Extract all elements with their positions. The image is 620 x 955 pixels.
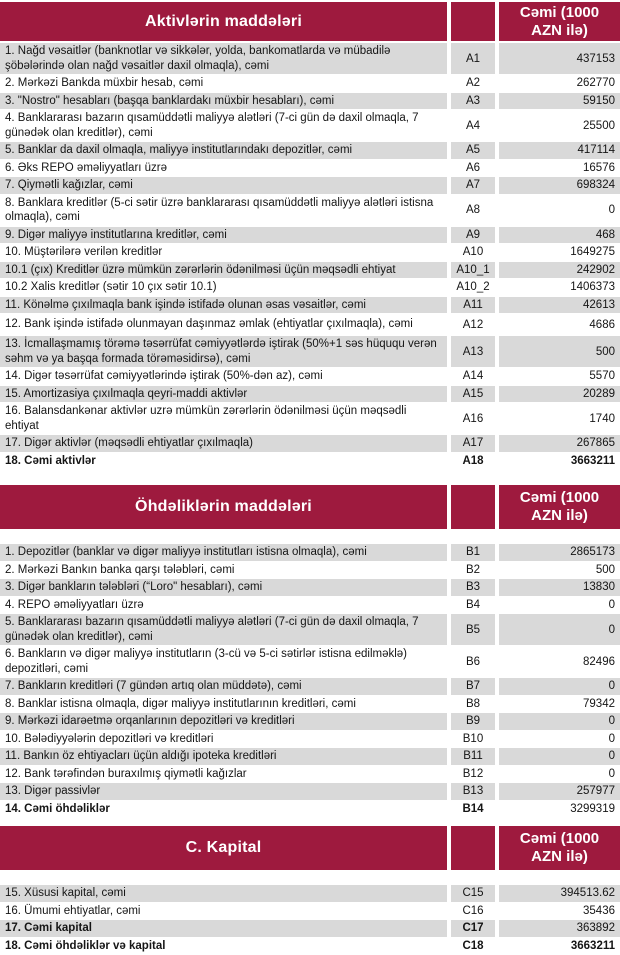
row-code: B1 — [451, 544, 495, 561]
row-value: 1649275 — [499, 244, 620, 261]
table-row — [0, 160, 620, 177]
table-row — [0, 920, 620, 937]
row-code: A2 — [451, 75, 495, 92]
row-label: 4. Banklararası bazarın qısamüddətli maliyyə alətləri (7-ci gün də daxil olmaqla, 7 günədək olan kreditlər), cəmi — [0, 110, 447, 141]
row-value: 437153 — [499, 43, 620, 74]
row-code: B5 — [451, 614, 495, 645]
row-label: 5. Banklar da daxil olmaqla, maliyyə institutlarındakı depozitlər, cəmi — [0, 142, 447, 159]
table-header-row — [0, 485, 620, 529]
table-row — [0, 696, 620, 713]
row-code: B10 — [451, 731, 495, 748]
code-column-header — [451, 2, 495, 41]
row-label: 1. Depozitlər (banklar və digər maliyyə institutları istisna olmaqla), cəmi — [0, 544, 447, 561]
code-column-header — [451, 826, 495, 870]
row-value: 0 — [499, 597, 620, 614]
row-label: 16. Balansdankənar aktivlər uzrə mümkün zərərlərin ödənilməsi üçün məqsədli ehtiyat — [0, 403, 447, 434]
row-code: B4 — [451, 597, 495, 614]
row-code: A15 — [451, 386, 495, 403]
row-value: 1406373 — [499, 279, 620, 296]
row-label: 6. Əks REPO əməliyyatları üzrə — [0, 160, 447, 177]
row-label: 2. Mərkəzi Bankın banka qarşı tələbləri, cəmi — [0, 562, 447, 579]
table-row — [0, 386, 620, 403]
table-row — [0, 110, 620, 141]
row-code: A13 — [451, 336, 495, 367]
header-spacer — [0, 531, 620, 544]
assets-table — [0, 2, 620, 469]
row-code: B9 — [451, 713, 495, 730]
row-label: 14. Cəmi öhdəliklər — [0, 801, 447, 818]
table-row — [0, 801, 620, 818]
row-value: 0 — [499, 766, 620, 783]
table-row — [0, 368, 620, 385]
row-value: 35436 — [499, 903, 620, 920]
table-row — [0, 597, 620, 614]
row-label: 12. Bank işində istifadə olunmayan daşınmaz əmlak (ehtiyatlar çıxılmaqla), cəmi — [0, 314, 447, 335]
table-row — [0, 142, 620, 159]
table-title: C. Kapital — [0, 826, 447, 870]
capital-table — [0, 826, 620, 954]
row-label: 3. "Nostro" hesabları (başqa banklardakı müxbir hesabları), cəmi — [0, 93, 447, 110]
row-code: A18 — [451, 453, 495, 470]
row-label: 10.1 (çıx) Kreditlər üzrə mümkün zərərlərin ödənilməsi üçün məqsədli ehtiyat — [0, 262, 447, 279]
row-code: A14 — [451, 368, 495, 385]
table-row — [0, 646, 620, 677]
row-value: 0 — [499, 731, 620, 748]
table-row — [0, 453, 620, 470]
row-code: C15 — [451, 885, 495, 902]
row-value: 13830 — [499, 579, 620, 596]
table-row — [0, 244, 620, 261]
table-row — [0, 93, 620, 110]
table-row — [0, 195, 620, 226]
table-row — [0, 544, 620, 561]
row-value: 1740 — [499, 403, 620, 434]
amount-column-header: Cəmi (1000 AZN ilə) — [499, 485, 620, 529]
row-value: 394513.62 — [499, 885, 620, 902]
row-value: 417114 — [499, 142, 620, 159]
row-code: B12 — [451, 766, 495, 783]
row-value: 0 — [499, 195, 620, 226]
row-label: 7. Qiymətli kağızlar, cəmi — [0, 177, 447, 194]
row-value: 16576 — [499, 160, 620, 177]
row-label: 6. Bankların və digər maliyyə institutların (3-cü və 5-ci sətirlər istisna edilməklə) depozitləri, cəmi — [0, 646, 447, 677]
row-label: 11. Könəlmə çıxılmaqla bank işində istifadə olunan əsas vəsaitlər, cəmi — [0, 297, 447, 314]
row-code: A3 — [451, 93, 495, 110]
row-label: 5. Banklararası bazarın qısamüddətli maliyyə alətləri (7-ci gün də daxil olmaqla, 7 günədək olan kreditlər), cəmi — [0, 614, 447, 645]
row-value: 2865173 — [499, 544, 620, 561]
row-label: 10. Bələdiyyələrin depozitləri və kreditləri — [0, 731, 447, 748]
row-code: A8 — [451, 195, 495, 226]
row-code: A1 — [451, 43, 495, 74]
row-code: C16 — [451, 903, 495, 920]
table-row — [0, 579, 620, 596]
row-value: 4686 — [499, 314, 620, 335]
row-code: B13 — [451, 783, 495, 800]
amount-column-header: Cəmi (1000 AZN ilə) — [499, 826, 620, 870]
table-row — [0, 227, 620, 244]
table-row — [0, 43, 620, 74]
row-value: 3663211 — [499, 453, 620, 470]
table-row — [0, 938, 620, 955]
row-code: A10_1 — [451, 262, 495, 279]
table-header-row — [0, 826, 620, 870]
table-row — [0, 279, 620, 296]
row-value: 363892 — [499, 920, 620, 937]
row-label: 13. İcmallaşmamış törəmə təsərrüfat cəmiyyətlərdə iştirak (50%+1 səs hüququ verən səhm və ya başqa formada törəməsidirsə), cəmi — [0, 336, 447, 367]
row-code: A16 — [451, 403, 495, 434]
row-code: A10 — [451, 244, 495, 261]
table-row — [0, 766, 620, 783]
row-value: 262770 — [499, 75, 620, 92]
header-spacer — [0, 872, 620, 885]
amount-column-header: Cəmi (1000 AZN ilə) — [499, 2, 620, 41]
row-value: 5570 — [499, 368, 620, 385]
row-code: A6 — [451, 160, 495, 177]
row-code: B2 — [451, 562, 495, 579]
row-label: 2. Mərkəzi Bankda müxbir hesab, cəmi — [0, 75, 447, 92]
row-code: B7 — [451, 678, 495, 695]
row-value: 82496 — [499, 646, 620, 677]
row-value: 500 — [499, 336, 620, 367]
row-code: B14 — [451, 801, 495, 818]
row-code: A10_2 — [451, 279, 495, 296]
table-row — [0, 783, 620, 800]
row-value: 0 — [499, 678, 620, 695]
row-label: 9. Mərkəzi idarəetmə orqanlarının depozitləri və kreditləri — [0, 713, 447, 730]
row-label: 8. Banklar istisna olmaqla, digər maliyyə institutlarının kreditləri, cəmi — [0, 696, 447, 713]
liabilities-table — [0, 485, 620, 817]
table-row — [0, 336, 620, 367]
row-code: A7 — [451, 177, 495, 194]
row-label: 1. Nağd vəsaitlər (banknotlar və sikkələr, yolda, bankomatlarda və mübadilə şöbələrində olan nağd vəsaitlər daxil olmaqla), cəmi — [0, 43, 447, 74]
table-row — [0, 614, 620, 645]
row-code: A17 — [451, 435, 495, 452]
row-label: 18. Cəmi öhdəliklər və kapital — [0, 938, 447, 955]
row-label: 17. Digər aktivlər (məqsədli ehtiyatlar çıxılmaqla) — [0, 435, 447, 452]
table-title: Aktivlərin maddələri — [0, 2, 447, 41]
row-value: 500 — [499, 562, 620, 579]
row-code: B6 — [451, 646, 495, 677]
table-header-row — [0, 2, 620, 41]
table-row — [0, 903, 620, 920]
row-value: 698324 — [499, 177, 620, 194]
row-label: 9. Digər maliyyə institutlarına kreditlər, cəmi — [0, 227, 447, 244]
row-code: A11 — [451, 297, 495, 314]
row-label: 15. Xüsusi kapital, cəmi — [0, 885, 447, 902]
table-title: Öhdəliklərin maddələri — [0, 485, 447, 529]
table-row — [0, 885, 620, 902]
table-row — [0, 177, 620, 194]
row-label: 10. Müştərilərə verilən kreditlər — [0, 244, 447, 261]
row-label: 10.2 Xalis kreditlər (sətir 10 çıx sətir 10.1) — [0, 279, 447, 296]
row-value: 3299319 — [499, 801, 620, 818]
row-value: 0 — [499, 614, 620, 645]
row-label: 12. Bank tərəfindən buraxılmış qiymətli kağızlar — [0, 766, 447, 783]
table-row — [0, 314, 620, 335]
row-code: A9 — [451, 227, 495, 244]
table-row — [0, 731, 620, 748]
row-value: 42613 — [499, 297, 620, 314]
table-row — [0, 435, 620, 452]
table-row — [0, 403, 620, 434]
row-label: 3. Digər bankların tələbləri (“Loro" hesabları), cəmi — [0, 579, 447, 596]
row-label: 16. Ümumi ehtiyatlar, cəmi — [0, 903, 447, 920]
row-code: B3 — [451, 579, 495, 596]
row-code: C17 — [451, 920, 495, 937]
row-value: 79342 — [499, 696, 620, 713]
row-code: A12 — [451, 314, 495, 335]
row-code: B8 — [451, 696, 495, 713]
table-row — [0, 678, 620, 695]
row-value: 267865 — [499, 435, 620, 452]
row-label: 14. Digər təsərrüfat cəmiyyətlərində iştirak (50%-dən az), cəmi — [0, 368, 447, 385]
table-row — [0, 262, 620, 279]
row-code: C18 — [451, 938, 495, 955]
row-value: 25500 — [499, 110, 620, 141]
row-label: 8. Banklara kreditlər (5-ci sətir üzrə banklararası qısamüddətli maliyyə alətləri istisna olmaqla), cəmi — [0, 195, 447, 226]
row-label: 17. Cəmi kapital — [0, 920, 447, 937]
row-value: 0 — [499, 713, 620, 730]
row-value: 20289 — [499, 386, 620, 403]
row-label: 4. REPO əməliyyatları üzrə — [0, 597, 447, 614]
row-value: 468 — [499, 227, 620, 244]
row-value: 59150 — [499, 93, 620, 110]
table-row — [0, 562, 620, 579]
table-row — [0, 75, 620, 92]
row-value: 242902 — [499, 262, 620, 279]
row-code: A5 — [451, 142, 495, 159]
row-label: 11. Bankın öz ehtiyacları üçün aldığı ipoteka kreditləri — [0, 748, 447, 765]
row-code: A4 — [451, 110, 495, 141]
row-value: 257977 — [499, 783, 620, 800]
row-value: 0 — [499, 748, 620, 765]
table-row — [0, 297, 620, 314]
row-label: 7. Bankların kreditləri (7 gündən artıq olan müddətə), cəmi — [0, 678, 447, 695]
table-row — [0, 713, 620, 730]
row-value: 3663211 — [499, 938, 620, 955]
row-label: 13. Digər passivlər — [0, 783, 447, 800]
row-code: B11 — [451, 748, 495, 765]
table-row — [0, 748, 620, 765]
code-column-header — [451, 485, 495, 529]
row-label: 15. Amortizasiya çıxılmaqla qeyri-maddi aktivlər — [0, 386, 447, 403]
row-label: 18. Cəmi aktivlər — [0, 453, 447, 470]
